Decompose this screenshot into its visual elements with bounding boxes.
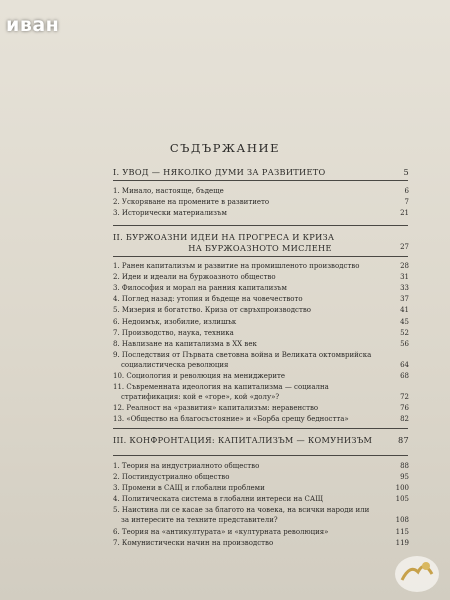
list-item-continued: за интересите на техните представители? 108	[121, 516, 409, 524]
section-heading: II. БУРЖОАЗНИ ИДЕИ НА ПРОГРЕСА И КРИЗА	[113, 232, 335, 242]
list-item: 11. Съвременната идеология на капитализма — социална	[113, 383, 329, 391]
watermark-label: иван	[6, 14, 60, 36]
list-item: 6. Теория на «антикултурата» и «културната революция» 115	[113, 528, 409, 536]
divider	[113, 455, 408, 456]
list-item-continued: стратификация: кой е «горе», кой «долу»? 72	[121, 393, 409, 401]
list-item: 12. Реалност на «развития» капитализъм: неравенство 76	[113, 404, 409, 412]
list-item: 4. Политическата система в глобални интереси на САЩ 105	[113, 495, 409, 503]
book-page: иван СЪДЪРЖАНИЕ I. УВОД — НЯКОЛКО ДУМИ ЗА РАЗВИТИЕТО 5 1. Минало, настояще, бъдеще 6 2. Ускоряване на промените в развитието 7 3. Исторически материализъм 21 II. БУРЖОАЗНИ ИДЕИ НА ПРОГРЕСА И КРИЗА НА БУРЖОАЗНОТО МИСЛЕНЕ 27 1. Ранен капитализъм и развитие на промишленото производство 28 2. Идеи и идеали на буржоазното общество 31 3. Философия и морал на ранния капитализъм 33 4. Поглед назад: утопия и бъдеще на човечеството 37 5. Мизерия и богатство. Криза от свръхпроизводство 41 6. Недоимък, изобилие, излишък 45 7. Производство, наука, техника 52 8. Навлизане на капитализма в XX век 56 9. Последствия от Първата световна война и Великата октомврийска социалистическа революция 64 10. Социология и революция на мениджерите 68 11. Съвременната идеология на капитализма — социална стратификация: кой е «горе», кой «долу»? 72 12. Реалност на «развития» капитализъм: неравенство 76 13. «Общество на благосъстояние» и «Борба срещу бедността» 82 III. КОНФРОНТАЦИЯ: КАПИТАЛИЗЪМ — КОМУНИЗЪМ 87 1. Теория на индустриалното общество 88 2. Постиндустриално общество 95 3. Промени в САЩ и глобални проблеми 100 4. Политическата система в глобални интереси на САЩ 105 5. Наистина ли се касае за благото на човека, на всички народи или за интересите на техните представители? 108 6. Теория на «антикултурата» и «културната революция» 115 7. Комунистически начин на производство 119	[0, 0, 450, 600]
list-item: 6. Недоимък, изобилие, излишък 45	[113, 318, 409, 326]
divider	[113, 225, 408, 226]
list-item: 1. Ранен капитализъм и развитие на промишленото производство 28	[113, 262, 409, 270]
list-item: 5. Мизерия и богатство. Криза от свръхпроизводство 41	[113, 306, 409, 314]
section-heading-line2: НА БУРЖОАЗНОТО МИСЛЕНЕ	[188, 243, 332, 253]
list-item-continued: социалистическа революция 64	[121, 361, 409, 369]
list-item: 13. «Общество на благосъстояние» и «Борба срещу бедността» 82	[113, 415, 409, 423]
divider	[113, 180, 408, 181]
list-item: 7. Комунистически начин на производство 119	[113, 539, 409, 547]
list-item: 9. Последствия от Първата световна война и Великата октомврийска	[113, 351, 372, 359]
list-item: 7. Производство, наука, техника 52	[113, 329, 409, 337]
list-item: 8. Навлизане на капитализма в XX век 56	[113, 340, 409, 348]
divider	[113, 256, 408, 257]
list-item: 3. Промени в САЩ и глобални проблеми 100	[113, 484, 409, 492]
list-item: 2. Идеи и идеали на буржоазното общество 31	[113, 273, 409, 281]
list-item: 4. Поглед назад: утопия и бъдеще на човечеството 37	[113, 295, 409, 303]
list-item: 2. Ускоряване на промените в развитието 7	[113, 198, 409, 206]
site-logo-icon	[392, 550, 442, 594]
section-heading: III. КОНФРОНТАЦИЯ: КАПИТАЛИЗЪМ — КОМУНИЗЪМ 87	[113, 435, 409, 445]
divider	[113, 428, 408, 429]
list-item: 3. Исторически материализъм 21	[113, 209, 409, 217]
contents-title: СЪДЪРЖАНИЕ	[169, 141, 281, 155]
list-item: 1. Теория на индустриалното общество 88	[113, 462, 409, 470]
list-item: 2. Постиндустриално общество 95	[113, 473, 409, 481]
list-item: 10. Социология и революция на мениджерите 68	[113, 372, 409, 380]
list-item: 1. Минало, настояще, бъдеще 6	[113, 187, 409, 195]
list-item: 5. Наистина ли се касае за благото на човека, на всички народи или	[113, 506, 370, 514]
section-heading: I. УВОД — НЯКОЛКО ДУМИ ЗА РАЗВИТИЕТО 5	[113, 167, 409, 177]
list-item: 3. Философия и морал на ранния капитализъм 33	[113, 284, 409, 292]
